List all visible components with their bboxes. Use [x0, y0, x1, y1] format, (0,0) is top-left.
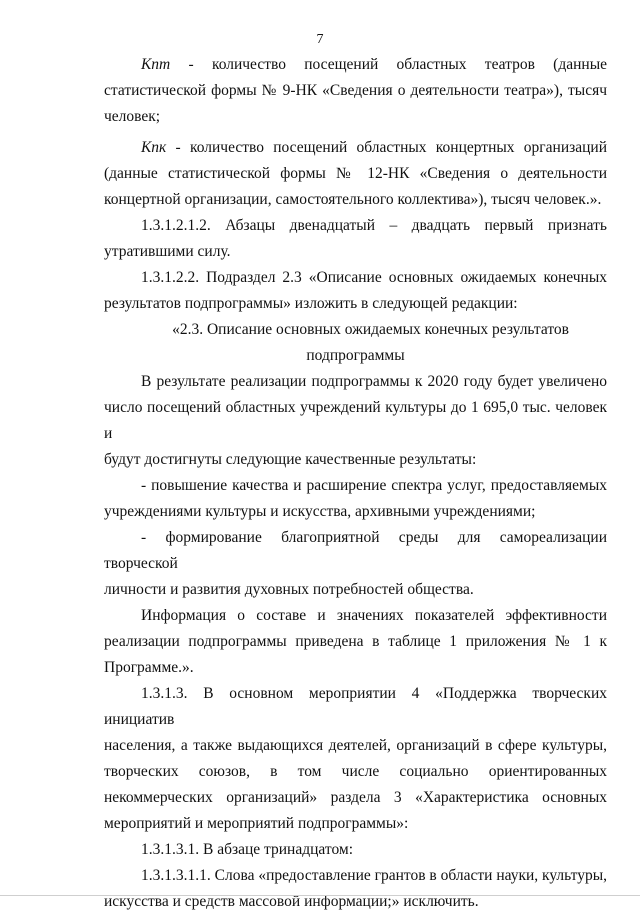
paragraph-1-3-1-3-line1: 1.3.1.3. В основном мероприятии 4 «Поддержка творческих инициатив — [104, 685, 607, 728]
paragraph-definition-kpt-line1: Кпт - количество посещений областных театров (данные — [141, 56, 607, 73]
paragraph-1-3-1-3-1: 1.3.1.3.1. В абзаце тринадцатом: — [141, 841, 354, 858]
paragraph-1-3-1-2-1-2-line1: 1.3.1.2.1.2. Абзацы двенадцатый – двадцать первый признать — [141, 217, 607, 234]
paragraph-1-3-1-2-2-line1: 1.3.1.2.2. Подраздел 2.3 «Описание основных ожидаемых конечных — [141, 269, 607, 286]
term-kpt: Кпт — [141, 56, 171, 73]
paragraph-1-3-1-3-line4: некоммерческих организаций» раздела 3 «Характеристика основных — [104, 789, 607, 806]
paragraph-1-3-1-3-line2: населения, а также выдающихся деятелей, организаций в сфере культуры, — [104, 737, 607, 754]
paragraph-1-3-1-3-line5: мероприятий и мероприятий подпрограммы»: — [104, 815, 409, 832]
paragraph-results-line3: будут достигнуты следующие качественные результаты: — [104, 451, 477, 468]
section-heading-line1: «2.3. Описание основных ожидаемых конечных результатов — [172, 321, 569, 338]
list-item-environment-line1: - формирование благоприятной среды для самореализации творческой — [104, 529, 607, 572]
paragraph-definition-kpt-line3: человек; — [104, 108, 161, 125]
scan-bottom-edge — [0, 895, 640, 896]
paragraph-1-3-1-2-2-line2: результатов подпрограммы» изложить в следующей редакции: — [104, 295, 518, 312]
paragraph-indicators-line2: реализации подпрограммы приведена в таблице 1 приложения № 1 к — [104, 633, 607, 650]
paragraph-1-3-1-3-1-1-line1: 1.3.1.3.1.1. Слова «предоставление грантов в области науки, культуры, — [141, 867, 607, 884]
paragraph-definition-kpk-line1: Кпк - количество посещений областных концертных организаций — [141, 139, 607, 156]
term-kpk: Кпк — [141, 139, 167, 156]
paragraph-1-3-1-2-1-2-line2: утратившими силу. — [104, 243, 231, 260]
list-item-quality-line1: - повышение качества и расширение спектра услуг, предоставляемых — [141, 477, 607, 494]
paragraph-indicators-line1: Информация о составе и значениях показателей эффективности — [141, 607, 607, 624]
paragraph-1-3-1-3-line3: творческих союзов, в том числе социально ориентированных — [104, 763, 607, 780]
paragraph-results-line1: В результате реализации подпрограммы к 2020 году будет увеличено — [141, 373, 607, 390]
document-body — [104, 52, 607, 915]
paragraph-definition-kpt-line2: статистической формы № 9-НК «Сведения о деятельности театра»), тысяч — [104, 82, 607, 99]
paragraph-definition-kpk-line3: концертной организации, самостоятельного коллектива»), тысяч человек.». — [104, 191, 602, 208]
paragraph-1-3-1-3-1-1-line2: искусства и средств массовой информации;» исключить. — [104, 893, 479, 910]
list-item-environment-line2: личности и развития духовных потребностей общества. — [104, 581, 474, 598]
paragraph-definition-kpk-line2: (данные статистической формы № 12-НК «Сведения о деятельности — [104, 165, 607, 182]
list-item-quality-line2: учреждениями культуры и искусства, архивными учреждениями; — [104, 503, 536, 520]
page-number: 7 — [316, 32, 324, 47]
section-heading-line2: подпрограммы — [306, 347, 405, 364]
paragraph-results-line2: число посещений областных учреждений культуры до 1 695,0 тыс. человек и — [104, 399, 607, 442]
paragraph-indicators-line3: Программе.». — [104, 659, 194, 676]
